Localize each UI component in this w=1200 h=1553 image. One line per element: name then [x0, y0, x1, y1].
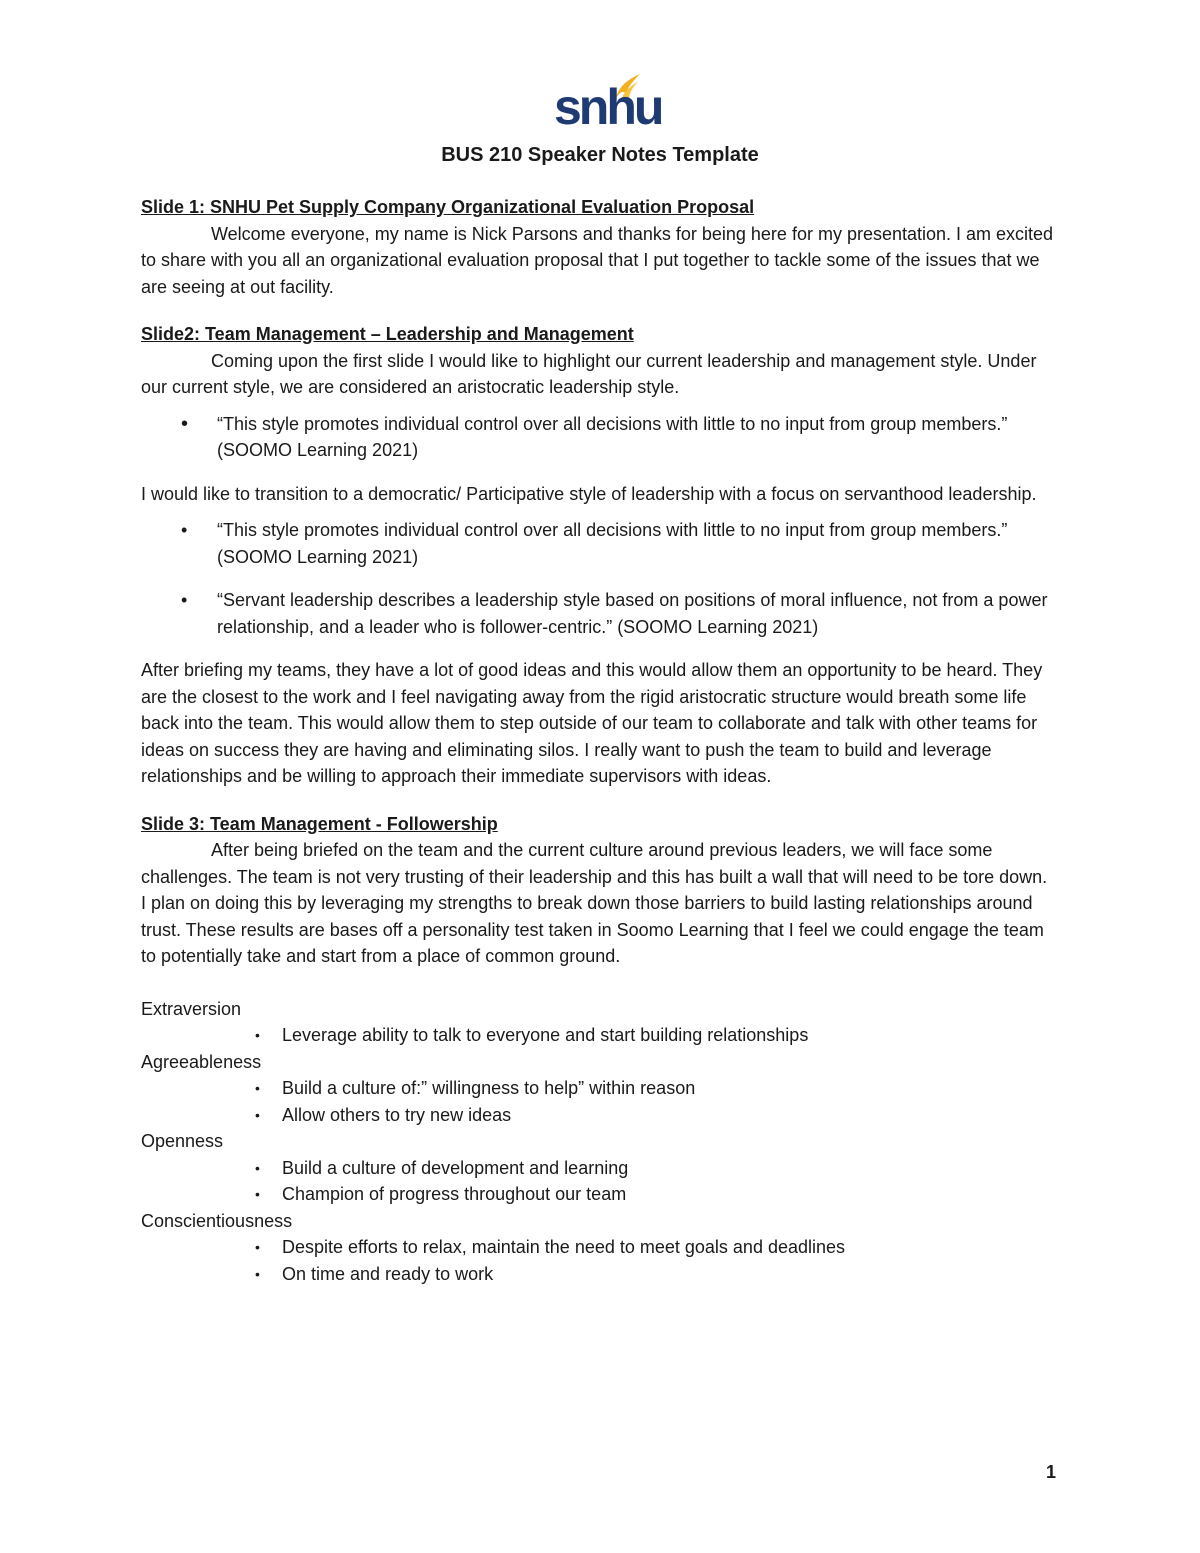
- trait-label: Openness: [141, 1131, 224, 1151]
- trait-list: [141, 1022, 1056, 1049]
- slide3-body: After being briefed on the team and the current culture around previous leaders, we will face some challenges. The team is not very trusting of their leadership and this has built a wall that will need to be tore down. I plan on doing this by leveraging my strengths to break down those barriers to build lasting relationships around trust. These results are bases off a personality test taken in Soomo Learning that I feel we could engage the team to potentially take and start from a place of common ground.: [141, 840, 1048, 966]
- trait-list: [141, 1155, 1056, 1208]
- list-item: • Champion of progress throughout our team: [141, 1181, 1056, 1208]
- slide2-bullets-proposed: [141, 517, 1056, 640]
- bullet-icon: •: [255, 1159, 260, 1176]
- bullet-icon: •: [255, 1080, 260, 1096]
- list-item: • Leverage ability to talk to everyone and start building relationships: [141, 1022, 1056, 1049]
- list-item: • “This style promotes individual control over all decisions with little to no input from group members.” (SOOMO Learning 2021): [141, 517, 1056, 570]
- list-item: • Despite efforts to relax, maintain the need to meet goals and deadlines: [141, 1234, 1056, 1261]
- bullet-icon: •: [255, 1106, 260, 1123]
- bullet-icon: •: [181, 590, 188, 610]
- bullet-icon: •: [255, 1239, 260, 1255]
- bullet-icon: •: [181, 412, 189, 435]
- bullet-icon: •: [181, 520, 188, 540]
- document-body: [141, 194, 1056, 1287]
- list-item: • “Servant leadership describes a leadership style based on positions of moral influence, not from a power relationship, and a leader who is follower-centric.” (SOOMO Learning 2021): [141, 587, 1056, 640]
- logo-wordmark: snhu: [554, 79, 662, 135]
- slide2-intro: Coming upon the first slide I would like to highlight our current leadership and management style. Under our current style, we are considered an aristocratic leadership style.: [141, 350, 1037, 397]
- slide1-heading: Slide 1: SNHU Pet Supply Company Organizational Evaluation Proposal: [141, 197, 755, 217]
- page-number: 1: [1046, 1462, 1057, 1482]
- list-item: • Allow others to try new ideas: [141, 1102, 1056, 1129]
- slide1-body: Welcome everyone, my name is Nick Parsons and thanks for being here for my presentation. I am excited to share with you all an organizational evaluation proposal that I put together to tackle some of the issues that we are seeing at out facility.: [141, 223, 1054, 297]
- list-item: • Build a culture of:” willingness to help” within reason: [141, 1075, 1056, 1102]
- trait-label: Agreeableness: [141, 1051, 262, 1072]
- slide3-heading: Slide 3: Team Management - Followership: [141, 813, 498, 834]
- bullet-icon: •: [255, 1027, 260, 1043]
- trait-list: [141, 1234, 1056, 1287]
- trait-list: [141, 1075, 1056, 1128]
- slide2-heading: Slide2: Team Management – Leadership and Management: [141, 324, 634, 344]
- trait-label: Conscientiousness: [141, 1210, 293, 1231]
- bullet-icon: •: [255, 1186, 260, 1202]
- list-item: • “This style promotes individual control over all decisions with little to no input from group members.” (SOOMO Learning 2021): [181, 412, 1008, 460]
- bullet-icon: •: [255, 1265, 260, 1282]
- list-item: • Build a culture of development and learning: [141, 1155, 1056, 1182]
- slide2-bullets-current: [141, 411, 1056, 464]
- slide2-transition: I would like to transition to a democratic/ Participative style of leadership with a focus on servanthood leadership.: [141, 483, 1037, 504]
- trait-label: Extraversion: [141, 998, 242, 1019]
- document-title: BUS 210 Speaker Notes Template: [441, 144, 759, 166]
- slide2-closing: After briefing my teams, they have a lot of good ideas and this would allow them an opportunity to be heard. They are the closest to the work and I feel navigating away from the rigid aristocratic structure would breath some life back into the team. This would allow them to step outside of our team to collaborate and talk with other teams for ideas on success they are having and eliminating silos. I really want to push the team to build and leverage relationships and be willing to approach their immediate supervisors with ideas.: [141, 660, 1043, 786]
- list-item: • On time and ready to work: [141, 1261, 1056, 1288]
- snhu-logo: [554, 72, 662, 135]
